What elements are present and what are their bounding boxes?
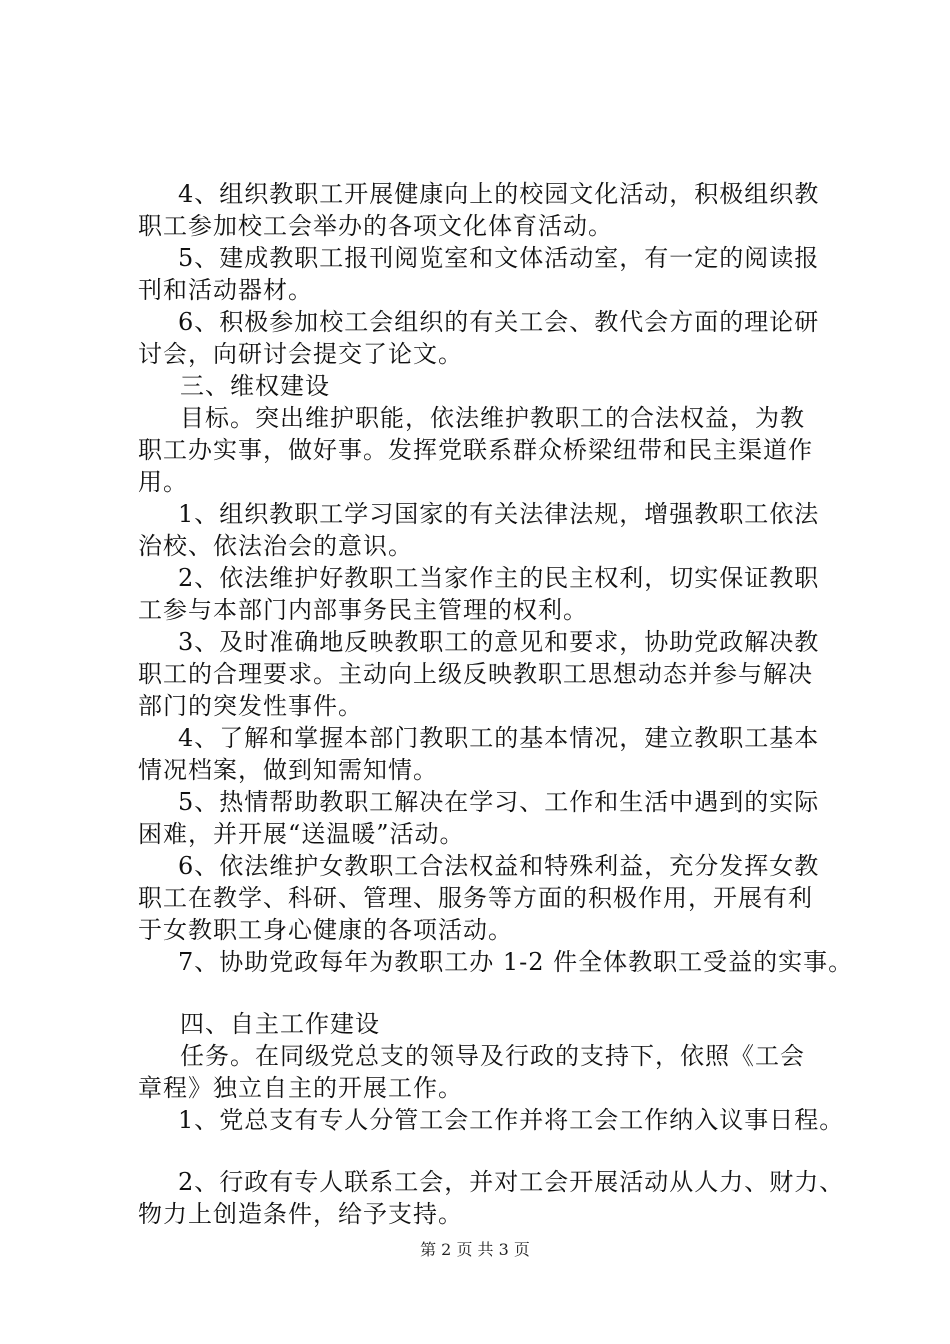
text-line: 2、依法维护好教职工当家作主的民主权利，切实保证教职: [178, 564, 820, 592]
text-line: 4、了解和掌握本部门教职工的基本情况，建立教职工基本: [178, 724, 820, 752]
text-line: 7、协助党政每年为教职工办 1-2 件全体教职工受益的实事。: [178, 948, 854, 976]
text-line: 职工在教学、科研、管理、服务等方面的积极作用，开展有利: [138, 884, 813, 912]
text-line: 于女教职工身心健康的各项活动。: [138, 916, 513, 944]
section-heading: 四、自主工作建设: [180, 1010, 380, 1038]
text-line: 章程》独立自主的开展工作。: [138, 1074, 463, 1102]
text-line: 治校、依法治会的意识。: [138, 532, 413, 560]
text-line: 1、组织教职工学习国家的有关法律法规，增强教职工依法: [178, 500, 820, 528]
text-line: 4、组织教职工开展健康向上的校园文化活动，积极组织教: [178, 180, 820, 208]
text-line: 3、及时准确地反映教职工的意见和要求，协助党政解决教: [178, 628, 820, 656]
text-line: 部门的突发性事件。: [138, 692, 363, 720]
text-line: 1、党总支有专人分管工会工作并将工会工作纳入议事日程。: [178, 1106, 845, 1134]
text-line: 职工办实事，做好事。发挥党联系群众桥梁纽带和民主渠道作: [138, 436, 813, 464]
text-line: 讨会，向研讨会提交了论文。: [138, 340, 463, 368]
text-line: 用。: [138, 468, 188, 496]
page-footer: 第 2 页 共 3 页: [420, 1240, 530, 1259]
text-line: 5、建成教职工报刊阅览室和文体活动室，有一定的阅读报: [178, 244, 820, 272]
text-line: 职工参加校工会举办的各项文化体育活动。: [138, 212, 613, 240]
text-line: 困难，并开展“送温暖”活动。: [138, 820, 465, 848]
text-line: 物力上创造条件，给予支持。: [138, 1200, 463, 1228]
text-line: 2、行政有专人联系工会，并对工会开展活动从人力、财力、: [178, 1168, 845, 1196]
text-line: 刊和活动器材。: [138, 276, 313, 304]
section-heading: 三、维权建设: [180, 372, 330, 400]
text-line: 目标。突出维护职能，依法维护教职工的合法权益，为教: [180, 404, 805, 432]
text-line: 任务。在同级党总支的领导及行政的支持下，依照《工会: [180, 1042, 805, 1070]
text-line: 工参与本部门内部事务民主管理的权利。: [138, 596, 588, 624]
text-line: 6、积极参加校工会组织的有关工会、教代会方面的理论研: [178, 308, 820, 336]
text-line: 5、热情帮助教职工解决在学习、工作和生活中遇到的实际: [178, 788, 820, 816]
text-line: 职工的合理要求。主动向上级反映教职工思想动态并参与解决: [138, 660, 813, 688]
text-line: 6、依法维护女教职工合法权益和特殊利益，充分发挥女教: [178, 852, 820, 880]
text-line: 情况档案，做到知需知情。: [138, 756, 438, 784]
